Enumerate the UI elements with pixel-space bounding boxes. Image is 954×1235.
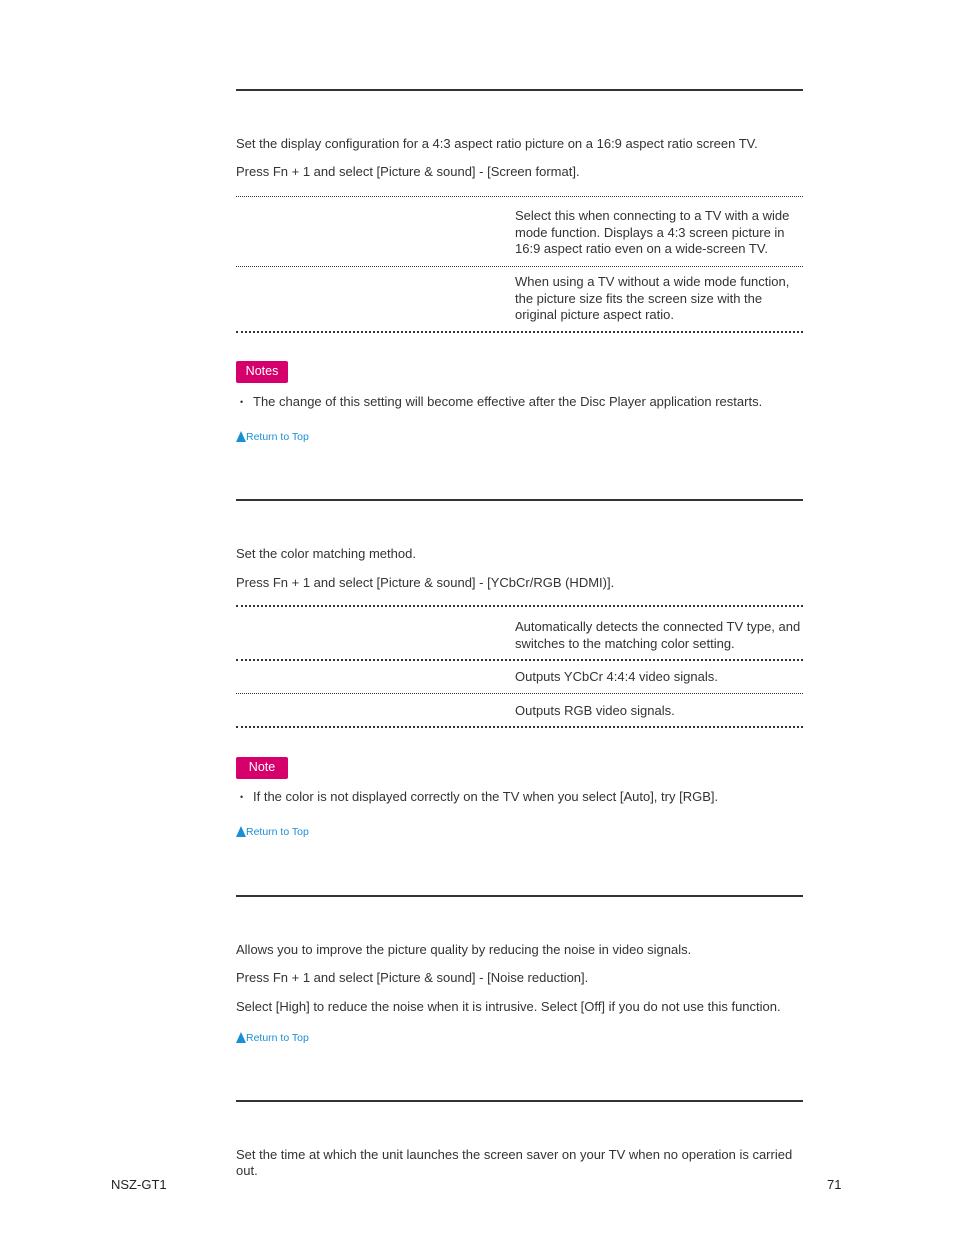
notes-badge: Notes	[236, 361, 288, 383]
option-description: Outputs RGB video signals.	[515, 703, 675, 718]
section-intro: Set the color matching method.	[236, 546, 416, 561]
footer-model: NSZ-GT1	[111, 1177, 167, 1192]
option-description: When using a TV without a wide mode function, the picture size fits the screen size with the original picture aspect ratio.	[515, 274, 790, 322]
table-divider	[236, 331, 803, 333]
section-divider	[236, 1100, 803, 1102]
note-badge: Note	[236, 757, 288, 779]
option-description: Outputs YCbCr 4:4:4 video signals.	[515, 669, 718, 684]
section-instruction: Press Fn + 1 and select [Picture & sound] - [Noise reduction].	[236, 970, 589, 985]
note-text: The change of this setting will become effective after the Disc Player application restarts.	[253, 394, 763, 409]
up-triangle-icon	[236, 1032, 246, 1043]
bullet-icon: •	[240, 792, 244, 802]
return-to-top-link[interactable]	[236, 825, 309, 839]
table-divider	[236, 726, 803, 728]
section-divider	[236, 89, 803, 91]
return-to-top-label: Return to Top	[246, 826, 309, 838]
return-to-top-label: Return to Top	[246, 1032, 309, 1044]
return-to-top-link[interactable]	[236, 430, 309, 444]
section-divider	[236, 895, 803, 897]
bullet-icon: •	[240, 397, 244, 407]
option-description: Select this when connecting to a TV with a wide mode function. Displays a 4:3 screen picture in 16:9 aspect ratio even on a wide-screen TV.	[515, 208, 790, 256]
footer-page-number: 71	[827, 1177, 842, 1192]
table-divider	[236, 659, 803, 661]
section-intro: Set the display configuration for a 4:3 aspect ratio picture on a 16:9 aspect ratio screen TV.	[236, 136, 758, 151]
section-instruction: Press Fn + 1 and select [Picture & sound] - [YCbCr/RGB (HDMI)].	[236, 575, 615, 590]
note-text: If the color is not displayed correctly on the TV when you select [Auto], try [RGB].	[253, 789, 719, 804]
up-triangle-icon	[236, 826, 246, 837]
section-divider	[236, 499, 803, 501]
section-intro: Allows you to improve the picture quality by reducing the noise in video signals.	[236, 942, 692, 957]
table-divider	[236, 605, 803, 607]
section-extra: Select [High] to reduce the noise when it is intrusive. Select [Off] if you do not use this function.	[236, 999, 781, 1014]
option-description: Automatically detects the connected TV type, and switches to the matching color setting.	[515, 619, 801, 651]
table-divider	[236, 266, 803, 267]
table-divider	[236, 196, 803, 197]
return-to-top-link[interactable]	[236, 1031, 309, 1045]
section-instruction: Press Fn + 1 and select [Picture & sound] - [Screen format].	[236, 164, 580, 179]
up-triangle-icon	[236, 431, 246, 442]
return-to-top-label: Return to Top	[246, 431, 309, 443]
table-divider	[236, 693, 803, 694]
section-intro: Set the time at which the unit launches the screen saver on your TV when no operation is carried out.	[236, 1147, 793, 1178]
